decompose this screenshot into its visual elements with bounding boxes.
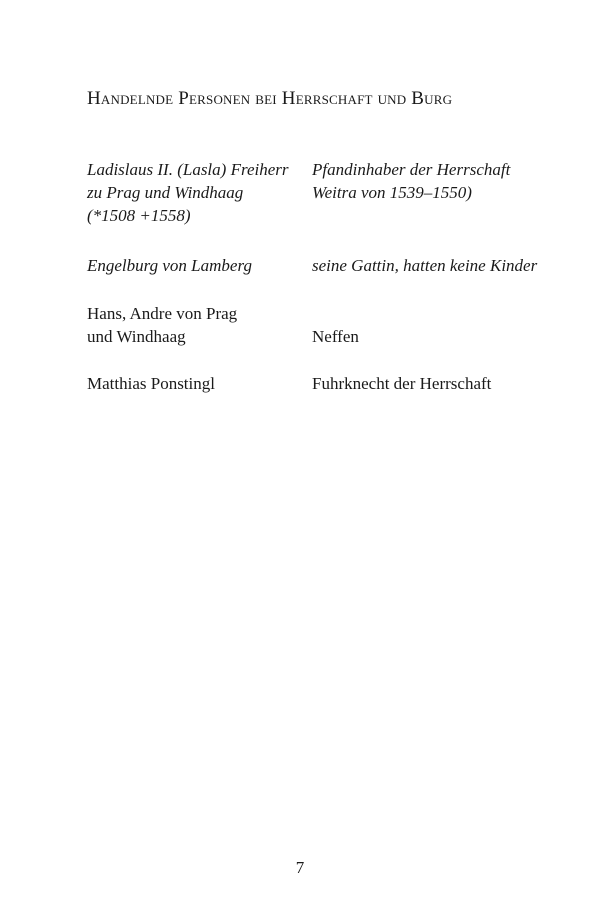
person-name: Ladislaus II. (Lasla) Freiherr zu Prag und Windhaag (*1508 +1558)	[87, 160, 289, 225]
person-role: Fuhrknecht der Herrschaft	[312, 374, 492, 393]
person-role: Pfandinhaber der Herrschaft Weitra von 1539–1550)	[312, 160, 511, 202]
person-name: Matthias Ponstingl	[87, 374, 215, 393]
person-name: Hans, Andre von Prag und Windhaag	[87, 304, 238, 346]
person-role: Neffen	[312, 327, 359, 346]
section-heading: Handelnde Personen bei Herrschaft und Burg	[87, 88, 453, 109]
person-name: Engelburg von Lamberg	[87, 256, 252, 275]
person-role: seine Gattin, hatten keine Kinder	[312, 256, 538, 275]
page-number: 7	[295, 858, 305, 877]
